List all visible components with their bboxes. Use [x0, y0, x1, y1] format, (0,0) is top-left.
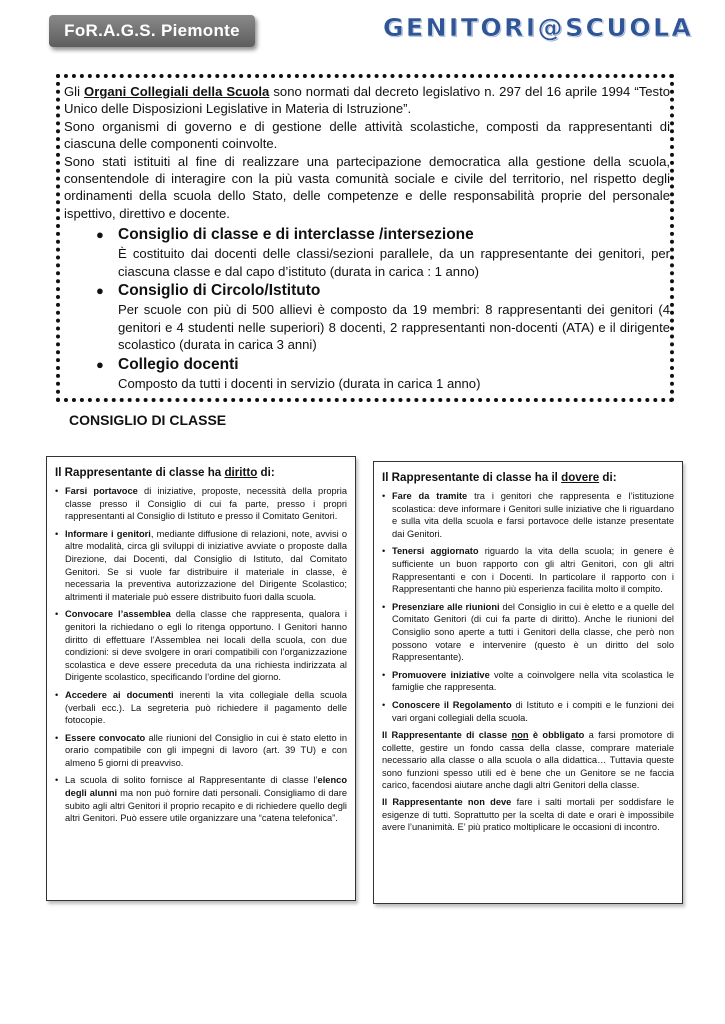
rights-card — [46, 456, 356, 901]
bullet-icon: • — [55, 732, 59, 743]
organ-desc: Per scuole con più di 500 allievi è composto da 19 membri: 8 rappresentanti dei genitori (4 genitori e 4 studenti nelle superiori) 8 docenti, 2 rappresentanti non-docenti (ATA) e il dirigente scolastico (durata in carica 3 anni) — [118, 302, 670, 353]
organ-title: Consiglio di Circolo/Istituto — [118, 282, 321, 300]
duties-item: • Presenziare alle riunioni del Consiglio in cui è eletto e a quelle del Comitato Genitori (di cui fa parte di diritto). Anche le riunioni del Consiglio sono aperte a tutti i Genitori della classe, che però non possono votare e intervenire (questo è un diritto del solo Rappresentante). — [382, 601, 674, 663]
bullet-icon: • — [55, 609, 59, 620]
intro-paragraph-2: Sono organismi di governo e di gestione delle attività scolastiche, composti da rappresentanti di ciascuna delle componenti coinvolte. — [64, 118, 670, 152]
rights-item: • Convocare l’assemblea della classe che rappresenta, qualora i genitori la richiedano o egli lo ritenga opportuno. I Genitori hanno diritto di effettuare l’Assemblea nei locali della scuola, con due condizioni: si deve svolgere in orari compatibili con l’organizzazione scolastica e deve essere preceduta da una richiesta indirizzata al Dirigente scolastico, specificando l’ordine del giorno. — [55, 609, 347, 683]
bullet-icon: • — [55, 528, 59, 539]
bullet-icon: • — [382, 699, 386, 710]
header-badge: FoR.A.G.S. Piemonte — [49, 15, 255, 47]
duties-item: • Conoscere il Regolamento di Istituto e i compiti e le funzioni dei vari organi collegiali della scuola. — [382, 699, 674, 723]
duties-item: • Promuovere iniziative volte a coinvolgere nella vita scolastica le famiglie che rappresenta. — [382, 669, 674, 693]
rights-item: • Informare i genitori, mediante diffusione di relazioni, note, avvisi o altre modalità, circa gli sviluppi di iniziative avviate o proposte dalla Direzione, dai Docenti, dal Consiglio di Istituto, dal Comitato Genitori. Se si vuole far distribuire il materiale in classe, è necessaria la preventiva autorizzazione del Dirigente Scolastico; altrimenti il materiale può essere distribuito fuori dalla scuola. — [55, 528, 347, 602]
duties-note-1: Il Rappresentante di classe non è obbligato a farsi promotore di collette, gestire un fondo cassa della classe, comprare materiale necessario alla classe o alla scuola o alla didattica… Tuttavia queste sono funzioni spesso utili ed è bene che un Genitore se ne faccia carico, facendosi aiutare anche dagli altri Genitori della classe. — [382, 730, 674, 791]
bullet-icon: • — [55, 486, 59, 496]
rights-list — [55, 485, 347, 825]
organ-title: Consiglio di classe e di interclasse /intersezione — [118, 226, 474, 244]
bullet-icon: • — [382, 546, 386, 557]
organs-list — [64, 224, 670, 392]
duties-item: • Tenersi aggiornato riguardo la vita della scuola; in genere è sufficiente un buon rapporto con gli altri Genitori, con gli altri Rappresentanti e con i Docenti. In particolare il rapporto con i Rappresentanti che hanno più esperienza facilita molto il compito. — [382, 546, 674, 595]
organ-item — [64, 224, 670, 280]
rights-item: • Essere convocato alle riunioni del Consiglio in cui è stato eletto in orario compatibile con gli impegni di lavoro (art. 39 TU) e con almeno 5 giorni di preavviso. — [55, 732, 348, 768]
rights-item: • Farsi portavoce di iniziative, proposte, necessità della propria classe presso il Consiglio di cui fa parte, presso i propri rappresentanti al Consiglio di Istituto e presso il Comitato Genitori. — [55, 486, 347, 522]
rights-item: • Accedere ai documenti inerenti la vita collegiale della scuola (verbali ecc.). La segreteria può richiedere il pagamento delle fotocopie. — [55, 689, 347, 726]
bullet-icon: • — [382, 669, 386, 680]
bullet-icon: ● — [96, 227, 104, 243]
duties-item: • Fare da tramite tra i genitori che rappresenta e l’istituzione scolastica: deve informare i Genitori sulle iniziative che li riguardano e sulla vita della scuola e farsi portavoce delle istanze presentate dai Genitori. — [382, 491, 674, 539]
rights-item: • La scuola di solito fornisce al Rappresentante di classe l’elenco degli alunni ma non può fornire dati personali. Consigliamo di dare subito agli altri Genitori il proprio recapito e di richiedere quello degli altri Genitori. Può essere utile organizzare una “catena telefonica”. — [55, 775, 347, 824]
intro-paragraph-3: Sono stati istituiti al fine di realizzare una partecipazione democratica alla gestione della scuola, consentendole di interagire con la più vasta comunità sociale e civile del territorio, nel rispetto degli ordinamenti della scuola dello Stato, delle competenze e delle responsabilità proprie del personale ispettivo, direttivo e docente. — [64, 153, 670, 221]
duties-title: Il Rappresentante di classe ha il dovere di: — [382, 471, 617, 484]
intro-paragraph-1: Gli Organi Collegiali della Scuola sono normati dal decreto legislativo n. 297 del 16 aprile 1994 “Testo Unico delle Disposizioni Legislative in Materia di Istruzione”. — [64, 84, 671, 117]
organi-collegiali-link: Organi Collegiali della Scuola — [84, 84, 270, 99]
duties-note-2: Il Rappresentante non deve fare i salti mortali per soddisfare le esigenze di tutti. Soprattutto per la scelta di date e orari è impossibile avere l’unanimità. E’ più pratico moltiplicare le occasioni di incontro. — [382, 797, 674, 833]
organ-item — [64, 280, 670, 354]
bullet-icon: • — [382, 491, 386, 501]
bullet-icon: • — [55, 775, 59, 786]
bullet-icon: ● — [96, 283, 104, 299]
bullet-icon: • — [55, 689, 59, 700]
duties-card — [373, 461, 683, 904]
bullet-icon: ● — [96, 356, 104, 372]
organ-desc: Composto da tutti i docenti in servizio (durata in carica 1 anno) — [118, 375, 481, 391]
organ-item — [64, 354, 670, 393]
duties-list — [382, 490, 674, 724]
header-logo: GENITORI@SCUOLA — [383, 13, 694, 42]
organ-desc: È costituito dai docenti delle classi/sezioni parallele, da un rappresentante dei genitori, per ciascuna classe e dal capo d’istituto (durata in carica : 1 anno) — [118, 246, 670, 279]
intro-box — [56, 74, 674, 402]
rights-title: Il Rappresentante di classe ha diritto di: — [55, 466, 275, 479]
organ-title: Collegio docenti — [118, 355, 239, 373]
section-heading: CONSIGLIO DI CLASSE — [69, 412, 227, 428]
bullet-icon: • — [382, 601, 386, 612]
